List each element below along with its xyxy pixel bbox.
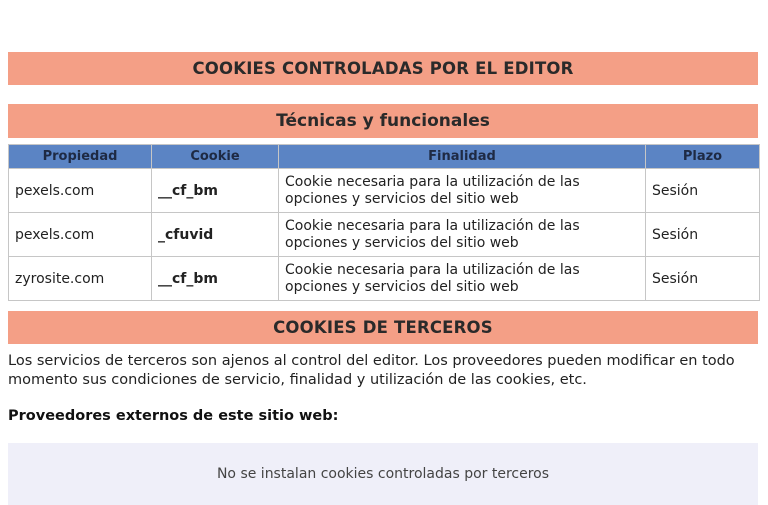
cell-cookie-name: __cf_bm: [152, 257, 279, 301]
cell-property: pexels.com: [9, 169, 152, 213]
cell-purpose: Cookie necesaria para la utilización de las opciones y servicios del sitio web: [279, 213, 646, 257]
cell-property: pexels.com: [9, 213, 152, 257]
column-header-term: Plazo: [646, 145, 760, 169]
column-header-property: Propiedad: [9, 145, 152, 169]
cookies-table: [8, 144, 760, 301]
external-providers-title: Proveedores externos de este sitio web:: [8, 408, 339, 424]
table-row: [9, 169, 760, 213]
third-party-intro-text: Los servicios de terceros son ajenos al control del editor. Los proveedores pueden modificar en todo momento sus condiciones de servicio, finalidad y utilización de las cookies, etc.: [8, 353, 735, 388]
table-header-row: [9, 145, 760, 169]
cell-purpose: Cookie necesaria para la utilización de las opciones y servicios del sitio web: [279, 257, 646, 301]
cell-term: Sesión: [646, 257, 760, 301]
cell-property: zyrosite.com: [9, 257, 152, 301]
cell-purpose: Cookie necesaria para la utilización de las opciones y servicios del sitio web: [279, 169, 646, 213]
technical-cookies-heading: Técnicas y funcionales: [8, 104, 758, 140]
editor-cookies-heading: COOKIES CONTROLADAS POR EL EDITOR: [8, 52, 758, 87]
table-row: [9, 213, 760, 257]
cell-term: Sesión: [646, 213, 760, 257]
table-row: [9, 257, 760, 301]
cell-cookie-name: __cf_bm: [152, 169, 279, 213]
cell-cookie-name: _cfuvid: [152, 213, 279, 257]
third-party-cookies-heading: COOKIES DE TERCEROS: [8, 311, 758, 346]
cell-term: Sesión: [646, 169, 760, 213]
column-header-cookie: Cookie: [152, 145, 279, 169]
no-third-party-cookies-notice: No se instalan cookies controladas por terceros: [8, 443, 758, 505]
column-header-purpose: Finalidad: [279, 145, 646, 169]
